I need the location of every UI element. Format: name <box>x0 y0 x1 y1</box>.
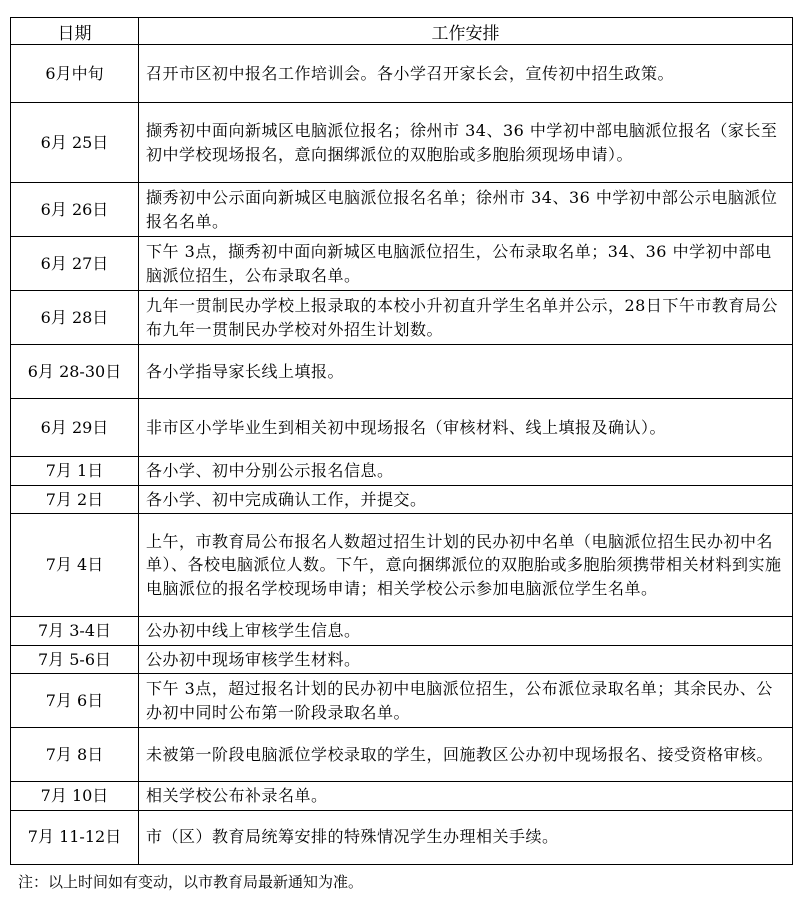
row-date: 7月 2日 <box>11 485 139 514</box>
table-row <box>11 237 793 291</box>
table-row <box>11 399 793 457</box>
header-task: 工作安排 <box>139 18 793 45</box>
row-date: 6月 28日 <box>11 291 139 345</box>
row-task: 撷秀初中公示面向新城区电脑派位报名名单；徐州市 34、36 中学初中部公示电脑派位报名名单。 <box>139 183 793 237</box>
row-date: 7月 3-4日 <box>11 617 139 646</box>
row-task: 非市区小学毕业生到相关初中现场报名（审核材料、线上填报及确认）。 <box>139 399 793 457</box>
table-row <box>11 183 793 237</box>
row-date: 7月 6日 <box>11 674 139 728</box>
row-task: 各小学、初中分别公示报名信息。 <box>139 457 793 486</box>
row-date: 7月 4日 <box>11 514 139 617</box>
row-task: 召开市区初中报名工作培训会。各小学召开家长会，宣传初中招生政策。 <box>139 45 793 103</box>
table-row <box>11 645 793 674</box>
table-row <box>11 345 793 399</box>
row-date: 6月 29日 <box>11 399 139 457</box>
table-header-row <box>11 18 793 45</box>
row-date: 7月 5-6日 <box>11 645 139 674</box>
table-row <box>11 45 793 103</box>
table-row <box>11 810 793 864</box>
row-task: 各小学、初中完成确认工作，并提交。 <box>139 485 793 514</box>
row-task: 市（区）教育局统筹安排的特殊情况学生办理相关手续。 <box>139 810 793 864</box>
row-date: 7月 10日 <box>11 782 139 811</box>
row-date: 7月 1日 <box>11 457 139 486</box>
footnote: 注：以上时间如有变动，以市教育局最新通知为准。 <box>18 873 364 891</box>
table-row <box>11 782 793 811</box>
table-row <box>11 514 793 617</box>
row-task: 相关学校公布补录名单。 <box>139 782 793 811</box>
row-task: 九年一贯制民办学校上报录取的本校小升初直升学生名单并公示，28日下午市教育局公布九年一贯制民办学校对外招生计划数。 <box>139 291 793 345</box>
table-row <box>11 728 793 782</box>
table-row <box>11 457 793 486</box>
header-date: 日期 <box>11 18 139 45</box>
row-task: 下午 3点，撷秀初中面向新城区电脑派位招生，公布录取名单；34、36 中学初中部电脑派位招生，公布录取名单。 <box>139 237 793 291</box>
row-date: 7月 11-12日 <box>11 810 139 864</box>
row-task: 未被第一阶段电脑派位学校录取的学生，回施教区公办初中现场报名、接受资格审核。 <box>139 728 793 782</box>
row-date: 6月 26日 <box>11 183 139 237</box>
row-date: 6月 25日 <box>11 103 139 183</box>
row-date: 6月 27日 <box>11 237 139 291</box>
table-row <box>11 485 793 514</box>
row-date: 6月 28-30日 <box>11 345 139 399</box>
row-task: 各小学指导家长线上填报。 <box>139 345 793 399</box>
table-row <box>11 291 793 345</box>
row-date: 7月 8日 <box>11 728 139 782</box>
row-task: 撷秀初中面向新城区电脑派位报名；徐州市 34、36 中学初中部电脑派位报名（家长至初中学校现场报名，意向捆绑派位的双胞胎或多胞胎须现场申请）。 <box>139 103 793 183</box>
table-row <box>11 103 793 183</box>
row-task: 公办初中现场审核学生材料。 <box>139 645 793 674</box>
row-task: 下午 3点，超过报名计划的民办初中电脑派位招生，公布派位录取名单；其余民办、公办初中同时公布第一阶段录取名单。 <box>139 674 793 728</box>
table-row <box>11 617 793 646</box>
schedule-table <box>10 17 793 865</box>
table-row <box>11 674 793 728</box>
row-task: 上午，市教育局公布报名人数超过招生计划的民办初中名单（电脑派位招生民办初中名单）、各校电脑派位人数。下午，意向捆绑派位的双胞胎或多胞胎须携带相关材料到实施电脑派位的报名学校现场申请；相关学校公示参加电脑派位学生名单。 <box>139 514 793 617</box>
row-task: 公办初中线上审核学生信息。 <box>139 617 793 646</box>
row-date: 6月中旬 <box>11 45 139 103</box>
